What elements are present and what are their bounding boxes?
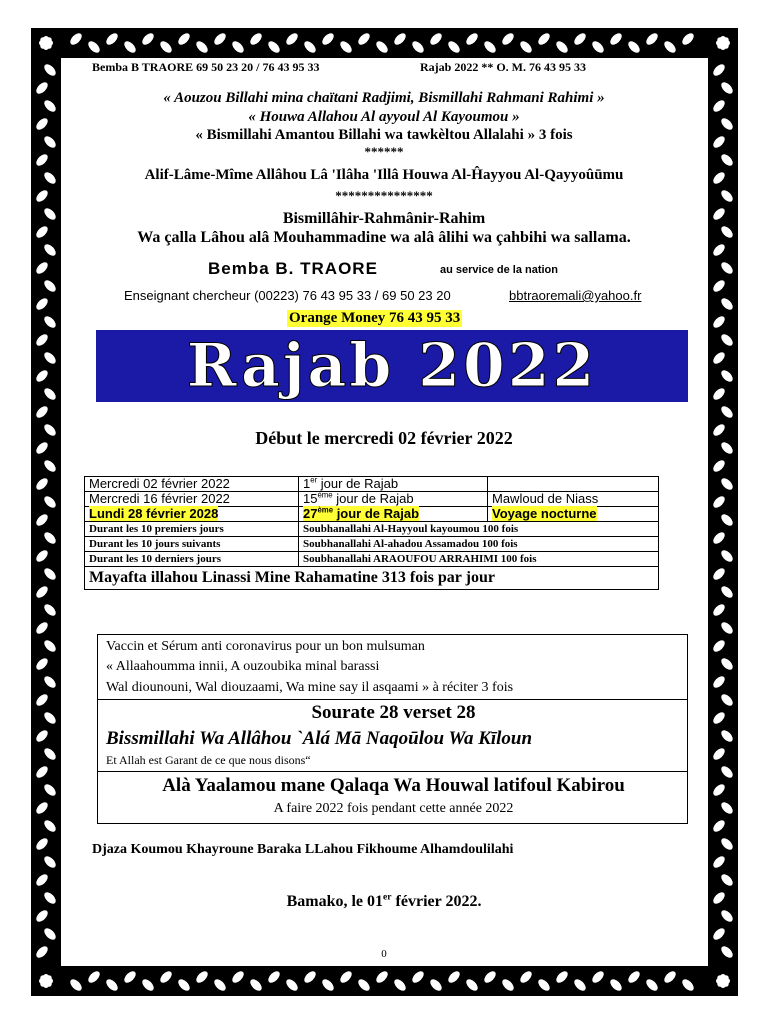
faire-line: A faire 2022 fois pendant cette année 2022 [273,801,514,816]
sourate-garant: Et Allah est Garant de ce que nous disons“ [106,753,311,767]
ala-section [97,771,688,824]
invocation-line-1: « Aouzou Billahi mina chaïtani Radjimi, Bismillahi Rahmani Rahimi » [163,90,605,106]
signoff: Bamako, le 01er février 2022. [286,891,482,910]
table-cell: Mercredi 02 février 2022 [85,477,299,492]
table-footer-cell: Mayafta illahou Linassi Mine Rahamatine 313 fois par jour [85,567,659,590]
schedule-table [84,476,659,590]
table-cell: Soubhanallahi ARAOUFOU ARRAHIMI 100 fois [299,552,659,567]
vaccine-section [97,634,688,700]
author-email[interactable]: bbtraoremali@yahoo.fr [509,288,642,303]
table-row [85,492,659,507]
author-tagline: au service de la nation [440,264,558,276]
ala-line: Alà Yaalamou mane Qalaqa Wa Houwal latifoul Kabirou [162,775,625,796]
table-row [85,507,659,522]
invocation-line-2: « Houwa Allahou Al ayyoul Al Kayoumou » [248,109,520,125]
sourate-verse: Bissmillahi Wa Allâhou `Alá Mā Naqoūlou Wa Kīloun [106,728,533,749]
orange-money: Orange Money 76 43 95 33 [289,310,461,326]
table-cell: 27ème jour de Rajab [299,507,488,522]
vaccine-line-2: « Allaahoumma innii, A ouzoubika minal barassi [106,659,380,674]
sourate-section [97,699,688,772]
page-number: 0 [381,948,387,960]
table-cell: Durant les 10 jours suivants [85,537,299,552]
djaza-line: Djaza Koumou Khayroune Baraka LLahou Fikhoume Alhamdoulilahi [92,842,514,857]
rajab-banner-title: Rajab 2022 [186,331,598,401]
vaccine-box [97,634,688,826]
header-right: Rajab 2022 ** O. M. 76 43 95 33 [420,60,586,74]
table-row [85,477,659,492]
separator-stars-1: ****** [364,144,404,159]
table-row [85,522,659,537]
table-row [85,567,659,590]
table-cell: Durant les 10 premiers jours [85,522,299,537]
table-cell: Mercredi 16 février 2022 [85,492,299,507]
table-cell: 1er jour de Rajab [299,477,488,492]
table-cell [488,477,659,492]
invocation-line-6: Wa çalla Lâhou alâ Mouhammadine wa alâ âlihi wa çahbihi wa sallama. [137,229,631,246]
table-row [85,552,659,567]
table-cell: Lundi 28 février 2028 [85,507,299,522]
table-cell: Voyage nocturne [488,507,659,522]
invocation-line-4: Alif-Lâme-Mîme Allâhou Lâ 'Ilâha 'Illâ Houwa Al-Ĥayyou Al-Qayyoûūmu [144,167,624,183]
separator-stars-2: *************** [335,188,433,203]
start-date: Début le mercredi 02 février 2022 [255,428,513,448]
header-left: Bemba B TRAORE 69 50 23 20 / 76 43 95 33 [92,60,320,74]
table-cell: Soubhanallahi Al-ahadou Assamadou 100 fois [299,537,659,552]
table-cell: Mawloud de Niass [488,492,659,507]
invocation-line-5: Bismillâhir-Rahmânir-Rahim [282,210,486,227]
table-cell: Durant les 10 derniers jours [85,552,299,567]
vaccine-line-3: Wal diounouni, Wal diouzaami, Wa mine say il asqaami » à réciter 3 fois [106,680,514,695]
rajab-banner [96,330,688,402]
author-name: Bemba B. TRAORE [208,259,378,278]
table-row [85,537,659,552]
table-cell: 15ème jour de Rajab [299,492,488,507]
table-cell: Soubhanallahi Al-Hayyoul kayoumou 100 fois [299,522,659,537]
vaccine-line-1: Vaccin et Sérum anti coronavirus pour un bon mulsuman [106,639,425,654]
sourate-title: Sourate 28 verset 28 [311,702,476,723]
author-contact: Enseignant chercheur (00223) 76 43 95 33 / 69 50 23 20 [124,288,451,303]
invocation-line-3: « Bismillahi Amantou Billahi wa tawkèltou Allalahi » 3 fois [195,127,573,143]
